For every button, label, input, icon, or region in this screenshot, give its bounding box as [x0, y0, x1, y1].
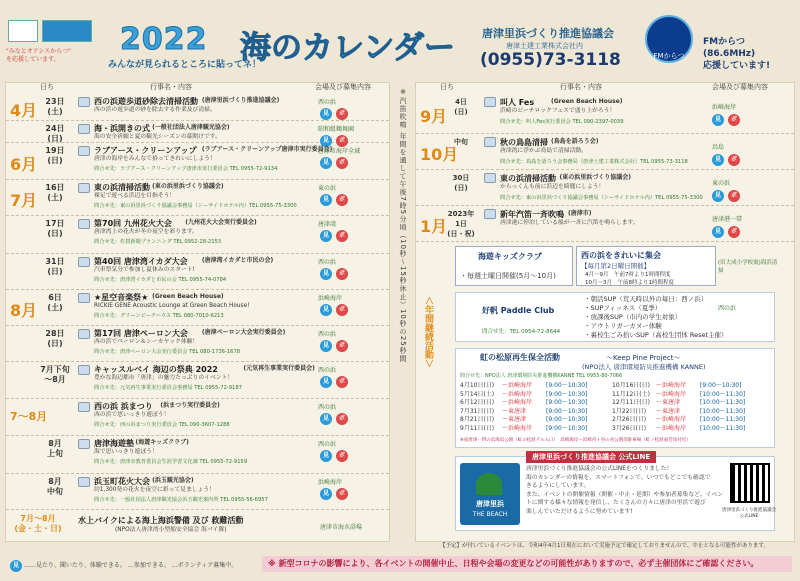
event-contact: 問合せ先：グリーンビーチハウス TEL 080-7010-6213 — [94, 313, 224, 319]
pine-schedule-cell: 〜東唐津 — [502, 416, 527, 423]
beach-logo-jp: 唐津里浜 — [476, 500, 504, 508]
beach-logo-label: THE BEACH — [472, 511, 508, 518]
fm-caption-1: FMからつ — [703, 37, 746, 47]
event-place: 西の浜 — [318, 259, 337, 266]
paddle-club-card — [455, 292, 775, 342]
line-description-line: 海のカレンダーの情報を、スマートフォンで、いつでもどこでも確認で — [526, 474, 711, 481]
volunteer-badge: ボ — [336, 340, 348, 352]
event-title: 新年汽笛一斉吹鳴 — [500, 210, 564, 219]
event-icon — [78, 124, 90, 134]
line-description — [526, 465, 723, 516]
pine-schedule-cell: 8月21日(日) — [460, 416, 495, 423]
paddle-activity: ・朝活SUP（荒天時以外の毎日：西ノ浜） — [584, 295, 708, 303]
pine-schedule-cell: 〜浜崎海岸 — [502, 390, 533, 398]
event-date: 19日 (日) — [45, 146, 65, 165]
event-icon — [484, 97, 496, 107]
line-qr-caption: 唐津里浜づくり推進協議会公式LINE — [722, 508, 776, 519]
kids-club-card — [455, 246, 573, 286]
fm-logo-label: FMからつ — [653, 52, 685, 60]
volunteer-badge: ボ — [336, 488, 348, 500]
pine-schedule-cell: [10:00〜11:30] — [700, 416, 746, 423]
year-heading: 2022 — [120, 22, 208, 57]
volunteer-badge: ボ — [728, 226, 740, 238]
pine-project-name: 虹の松原再生保全活動 — [480, 353, 560, 362]
event-date: 中旬 — [454, 138, 468, 146]
event-place: 東の浜 — [318, 185, 337, 192]
fm-caption-3: 応援しています! — [703, 61, 771, 71]
paddle-club-contact: 問合せ先：TEL 0954-72-8644 — [482, 329, 561, 335]
view-badge: 見 — [320, 340, 332, 352]
event-title: 浜玉町花火大会 — [94, 477, 150, 486]
pine-schedule-cell: 〜東唐津 — [656, 399, 681, 406]
view-badge: 見 — [712, 114, 724, 126]
event-date: 8月 中旬 — [47, 477, 63, 496]
beach-meeting-card — [576, 246, 716, 286]
volunteer-badge: ボ — [336, 230, 348, 242]
event-place: 西の浜 — [318, 441, 337, 448]
event-date: 23日 (土) — [45, 97, 65, 116]
bottom-left-place: 唐津市海水浴場 — [320, 524, 363, 531]
bottom-left-date: 7月〜8月 (金・土・日) — [14, 514, 62, 533]
event-title: 叫人 Fes — [500, 98, 535, 107]
event-body: 海で思いっきり遊ぼう！ — [94, 449, 158, 455]
beach-meeting-line-2: 10月〜3月 午前8時より1時間程度 — [585, 280, 674, 286]
event-org: (Green Beach House) — [152, 293, 224, 300]
event-title: キャッスルベイ 海辺の祭典 2022 — [94, 365, 218, 374]
fm-karatsu-logo — [645, 15, 693, 63]
event-contact: 問合せ先：東の浜里浜づくり協議会事務局（シーサイドホテル内）TEL 0955-75-3300 — [94, 203, 297, 209]
event-contact: 問合せ先：東の浜里浜づくり協議会事務局（シーサイドホテル内）TEL 0955-75-3300 — [500, 195, 703, 201]
event-title: ラブアース・クリーンアップ — [94, 146, 197, 155]
event-org: (鳥島を語ろう会) — [551, 138, 599, 145]
logo-kyushu — [8, 20, 38, 42]
event-place: 鳥島 — [712, 144, 725, 151]
year-round-label: ＜年間継続活動＞ — [423, 296, 433, 369]
event-place: 昭和組鶴舞園 — [318, 126, 355, 133]
volunteer-badge: ボ — [336, 413, 348, 425]
event-title: 西の浜遊歩道砂除去清掃活動 — [94, 97, 198, 106]
bottom-left-title: 水上バイクによる海上海浜警備 及び 救難活動 — [78, 516, 244, 525]
event-place: 西の浜 — [318, 404, 337, 411]
pine-schedule-cell: 12月11日(日) — [612, 399, 650, 406]
event-place: 西の浜 — [318, 99, 337, 106]
pine-schedule-cell: 〜浜崎海岸 — [656, 416, 687, 423]
pine-schedule-cell: [10:00〜11:30] — [700, 424, 746, 432]
pine-schedule-cell: 〜浜崎海岸 — [502, 399, 533, 406]
page-title: 海のカレンダー — [240, 30, 455, 66]
volunteer-badge: ボ — [336, 376, 348, 388]
event-date: 30日 (日) — [452, 174, 470, 192]
org-phone[interactable]: (0955)73-3118 — [480, 50, 621, 70]
event-date: 17日 (日) — [45, 219, 65, 238]
view-badge: 見 — [712, 226, 724, 238]
volunteer-badge: ボ — [336, 135, 348, 147]
logo-caption-line-2: を応援しています。 — [6, 56, 60, 63]
event-month: 7〜8月 — [10, 409, 48, 423]
event-org: (九州花火大会実行委員会) — [185, 219, 257, 226]
line-description-line: トに関する様々な情報を発信し、たくさんの方々に唐津の里浜で遊び — [526, 500, 706, 506]
event-org: (唐津市) — [568, 210, 592, 217]
beach-logo — [460, 463, 520, 525]
org-name: 唐津里浜づくり推進協議会 — [482, 27, 614, 40]
pine-schedule-cell: 5月14日(土) — [460, 390, 495, 398]
pine-schedule-cell: 2月26日(日) — [612, 416, 647, 423]
view-badge: 見 — [320, 157, 332, 169]
volunteer-badge: ボ — [336, 108, 348, 120]
event-title: ★星空音楽祭★ — [94, 293, 149, 302]
pine-schedule-cell: 〜浜崎海岸 — [502, 424, 533, 432]
pine-schedule-cell: 〜浜崎海岸 — [656, 382, 687, 389]
pine-schedule-cell: [9:00〜10:30] — [546, 382, 588, 389]
event-org: (唐津里浜づくり推進協議会) — [201, 97, 280, 104]
event-icon — [78, 402, 90, 412]
header — [0, 0, 800, 80]
event-title: 第17回 唐津ペーロン大会 — [94, 329, 188, 338]
event-body: RICKIE GENE Acoustic Lounge at Green Beach House! — [94, 303, 250, 309]
view-badge: 見 — [712, 154, 724, 166]
event-title: 東の浜清掃活動 — [500, 174, 556, 183]
pine-footnote: ※東唐津一帯の浜海浜公園（虹の松原テル入口） 浜崎海岸〜浜崎舟ヶ谷の食公園前駐車場（虹ノ松原東若角付近） — [460, 438, 691, 443]
legend-view-badge: 見 — [10, 560, 22, 572]
horn-note: ※汽笛吹鳴 年間を通して午後7時5分頃（10秒〜15秒休止）10秒の25秒間 — [399, 88, 407, 363]
event-title: 海・浜開きの式 — [94, 124, 150, 133]
event-body: 唐津湾に浮かぶ鳥島で清掃活動。 — [500, 148, 587, 154]
event-org: (ラブアース・クリーンアップ唐津市実行委員会) — [201, 146, 333, 153]
palm-tree-icon — [476, 473, 502, 495]
event-icon — [484, 137, 496, 147]
line-description-line: 唐津里浜づくり推進協議会の公式LINEをつくりました！ — [526, 466, 673, 472]
right-col-place: 会場及び募集内容 — [712, 83, 768, 91]
event-body: からっくんも前に浜辺を綺麗にしよう！ — [500, 184, 605, 190]
line-description-line: 楽しんでいただけるように努めています! — [526, 508, 633, 515]
event-org: (浜玉観光協会) — [152, 477, 194, 484]
volunteer-badge: ボ — [336, 450, 348, 462]
event-place: 西の浜 — [318, 367, 337, 374]
event-month: 4月 — [10, 100, 38, 120]
event-date: 28日 (日) — [45, 329, 65, 348]
logo-caption — [6, 48, 86, 64]
event-date: 4日 (日) — [454, 98, 468, 116]
view-badge: 見 — [320, 450, 332, 462]
volunteer-badge: ボ — [336, 268, 348, 280]
event-contact: 問合せ先：ラブアース・クリーンアップ唐津市実行委員会 TEL 0955-72-9134 — [94, 166, 278, 172]
volunteer-badge: ボ — [728, 190, 740, 202]
event-contact: 問合せ先：叫人Fes実行委員会 TEL 090-2397-0039 — [500, 119, 624, 125]
event-place: 唐津港一帯 — [712, 216, 743, 223]
event-place: 西の浜 — [318, 331, 337, 338]
event-title: 東の浜清掃活動 — [94, 183, 150, 192]
event-date: 2023年 1日 (日・祝) — [447, 210, 475, 238]
beach-meeting-name: 西の浜をきれいに集会 — [581, 251, 661, 260]
legend-text: ……見たり、聞いたり、体験できる。 …参加できる。 …ボランティア募集中。 — [23, 562, 238, 569]
pine-schedule-table — [460, 382, 770, 434]
pine-project-card — [455, 348, 775, 448]
event-contact: 問合せ先：元気再生事業実行委員会事務局 TEL 0955-72-9187 — [94, 385, 242, 391]
beach-meeting-place: (旧大成小学校裏)海浜清掃 — [718, 260, 778, 274]
view-badge: 見 — [712, 190, 724, 202]
kids-club-schedule: ・毎週土曜日開催(5月〜10月) — [460, 272, 556, 280]
logo-minato-oasis — [42, 20, 92, 42]
event-title: 西の浜 浜まつり — [94, 402, 153, 411]
event-title: 第70回 九州花火大会 — [94, 219, 172, 228]
event-date: 31日 (日) — [45, 257, 65, 276]
event-contact: 問合せ先：鳥島を語ろう会事務局（唐津土建工業株式会社）TEL 0955-73-3118 — [500, 159, 688, 165]
beach-meeting-sched-title: 【毎月第2日曜日開催】 — [581, 262, 651, 270]
event-org: (元気再生事業実行委員会) — [243, 365, 315, 372]
view-badge: 見 — [320, 413, 332, 425]
pine-schedule-cell: [9:00〜10:30] — [546, 424, 588, 432]
line-qr-code[interactable] — [730, 463, 770, 503]
event-place: 浜崎海岸 — [318, 479, 343, 486]
event-icon — [78, 293, 90, 303]
pine-schedule-cell: [9:00〜10:30] — [700, 382, 742, 389]
pine-schedule-cell: [10:00〜11:30] — [700, 399, 746, 406]
event-body: 唐津港に停泊している船が一斉に汽笛を鳴らします。 — [500, 220, 639, 226]
event-contact: 問合せ先：唐津市教育委員会生涯学習文化課 TEL 0955-72-9159 — [94, 459, 248, 465]
event-month: 6月 — [10, 154, 38, 174]
paddle-activity: ・裏校生ごみ拾いSUP（高校生団体 Reset主催） — [584, 331, 728, 339]
event-body: 海の安全祈願と夏の観光シーズンの幕開けです。 — [94, 134, 221, 140]
event-icon — [78, 439, 90, 449]
right-col-event: 行事名・内容 — [560, 83, 602, 91]
pine-schedule-cell: 1月22日(日) — [612, 407, 647, 415]
event-month: 8月 — [10, 301, 38, 320]
event-org: (Green Beach House) — [551, 98, 623, 105]
event-title: 秋の鳥島清掃 — [500, 138, 548, 147]
pine-schedule-cell: 9月11日(日) — [460, 424, 495, 432]
event-icon — [78, 329, 90, 339]
pine-project-sub: 〜Keep Pine Project〜 — [606, 354, 681, 362]
volunteer-badge: ボ — [336, 194, 348, 206]
event-contact: 問合せ先：唐津ペーロン大会実行委員会 TEL 080-1736-1678 — [94, 349, 241, 355]
event-org: (海遊キッズクラブ) — [135, 439, 189, 446]
pine-schedule-cell: [9:00〜10:30] — [546, 407, 588, 415]
org-sub: 唐津土建工業株式会社内 — [506, 42, 583, 50]
event-place: 浜崎海岸 — [318, 295, 343, 302]
pine-schedule-cell: [10:00〜11:30] — [700, 407, 746, 415]
event-date: 8月 上旬 — [47, 439, 63, 458]
event-icon — [78, 257, 90, 267]
event-date: 7月下旬 〜8月 — [40, 365, 70, 384]
pine-schedule-cell: 10月16日(日) — [612, 382, 650, 389]
event-body: 浜崎のビーチロックフェスで盛り上がろう！ — [500, 108, 616, 114]
event-body: 唐津の海岸をみんなで拾ってきれいにしよう！ — [94, 156, 216, 162]
pine-schedule-cell: 7月31日(日) — [460, 407, 495, 415]
volunteer-badge: ボ — [336, 304, 348, 316]
view-badge: 見 — [320, 488, 332, 500]
event-contact: 問合せ先：佐賀新聞プランニング TEL 0952-28-2153 — [94, 239, 222, 245]
view-badge: 見 — [320, 108, 332, 120]
view-badge: 見 — [320, 376, 332, 388]
event-org: (浜まつり実行委員会) — [160, 402, 220, 409]
event-body: 西の浜の遊歩道の砂を除去する作業及び清掃。 — [94, 107, 216, 113]
left-col-event: 行事名・内容 — [150, 83, 192, 91]
pine-schedule-cell: [9:00〜10:30] — [546, 416, 588, 423]
event-date: 24日 (日) — [45, 124, 65, 143]
pine-schedule-cell: 3月26日(日) — [612, 424, 647, 432]
left-col-place: 会場及び募集内容 — [315, 83, 371, 91]
event-icon — [484, 173, 496, 183]
tentative-note: 【予定】が付いているイベントは、令和4年4月1日現在において実施予定で確定しておりませんので、中止となる可能性があります。 — [440, 543, 769, 549]
pine-schedule-cell: 11月12日(土) — [612, 390, 650, 398]
event-place: 東の浜 — [712, 180, 731, 187]
pine-schedule-cell: [9:00〜10:30] — [546, 399, 588, 406]
logo-caption-line-1: "みなとオアシスからつ" — [6, 48, 71, 55]
event-icon — [78, 219, 90, 229]
volunteer-badge: ボ — [336, 157, 348, 169]
event-month: 9月 — [420, 107, 448, 126]
pine-project-contact: 問合せ先：NPO法人 唐津環境防災推進機構KANNE TEL 0955-80-7066 — [460, 373, 623, 379]
badge-legend — [10, 560, 237, 572]
event-body: 唐津湾上の花火が冬の夜空を彩ります。 — [94, 229, 198, 235]
view-badge: 見 — [320, 304, 332, 316]
fm-caption — [703, 36, 770, 72]
event-contact: 問合せ先：西の浜まつり実行委員会 TEL 090-3607-1288 — [94, 422, 230, 428]
fm-caption-2: (86.6MHz) — [703, 49, 756, 59]
event-contact: 問合せ先：唐津湾イカダと市民の会 TEL 0955-74-0784 — [94, 277, 227, 283]
bottom-left-org: (NPO法人唐津湾小型船安全協会 海バイ隊) — [115, 527, 227, 533]
event-body: 約1,300発の花火を夜空に彩って見ましょう！ — [94, 487, 215, 493]
event-body: 豊かな海辺都市「唐津」の魅力たっぷりのイベント！ — [94, 375, 234, 381]
event-month: 1月 — [420, 217, 448, 236]
event-org: (一般社団法人唐津観光協会) — [152, 124, 230, 131]
line-description-line: きるようにしています。 — [526, 483, 590, 489]
paddle-club-name: 好帆 Paddle Club — [482, 306, 555, 315]
volunteer-badge: ボ — [728, 114, 740, 126]
pine-schedule-cell: [10:00〜11:30] — [700, 390, 746, 398]
event-icon — [484, 209, 496, 219]
event-body: 西の浜でペーロン＆シーカヤック体験！ — [94, 339, 199, 345]
view-badge: 見 — [320, 194, 332, 206]
event-icon — [78, 146, 90, 156]
view-badge: 見 — [320, 230, 332, 242]
event-body: 西の浜で思いっきり遊ぼう！ — [94, 412, 170, 418]
event-org: (東の浜里浜づくり協議会) — [152, 183, 224, 190]
event-contact: 問合せ先：一般社団法人唐津観光協会浜玉観光案内所 TEL 0955-56-6957 — [94, 497, 268, 503]
page-subtitle: みんなが見られるところに貼ってネ！ — [108, 60, 262, 70]
right-col-date: 日ち — [440, 83, 454, 91]
left-col-date: 日ち — [40, 83, 54, 91]
event-date: 16日 (土) — [45, 183, 65, 202]
event-title: 第40回 唐津湾イカダ大会 — [94, 257, 188, 266]
event-place: 唐津市海岸全域 — [318, 148, 361, 155]
pine-schedule-cell: 6月12日(日) — [460, 399, 495, 406]
paddle-activity-list — [584, 295, 728, 340]
volunteer-badge: ボ — [728, 154, 740, 166]
pine-schedule-cell: 〜東唐津 — [656, 407, 681, 415]
pine-schedule-cell: 〜浜崎海岸 — [656, 390, 687, 398]
event-icon — [78, 97, 90, 107]
pine-schedule-cell: [9:00〜10:30] — [546, 390, 588, 398]
paddle-activity: ・アウトリガーカヌー体験 — [584, 322, 662, 330]
kids-club-name: 海遊キッズクラブ — [478, 252, 542, 261]
beach-meeting-line-1: 4月〜9月 午前7時より1時間程度 — [585, 272, 671, 278]
event-date: 6日 (土) — [47, 293, 63, 312]
line-title: 唐津里浜づくり推進協議会 公式LINE — [526, 451, 656, 463]
line-card — [455, 453, 776, 531]
event-place: 浜崎海岸 — [712, 104, 737, 111]
event-org: (唐津湾イカダと市民の会) — [201, 257, 274, 264]
line-description-line: また、イベントの開催情報（開催・中止・延期）や参加者募集など、イベン — [526, 491, 724, 498]
event-icon — [78, 477, 90, 487]
covid-notice: ※ 新型コロナの影響により、各イベントの開催中止、日程や会場の変更などの可能性がありますので、必ず主催団体にご確認ください。 — [262, 556, 792, 572]
pine-schedule-cell: 〜浜崎海岸 — [656, 424, 687, 432]
partner-logos — [8, 20, 92, 42]
event-place: 唐津湾 — [318, 221, 337, 228]
event-month: 10月 — [420, 145, 459, 164]
event-org: (唐津ペーロン大会実行委員会) — [201, 329, 286, 336]
event-icon — [78, 183, 90, 193]
event-org: (東の浜里浜づくり協議会) — [559, 174, 631, 181]
pine-schedule-cell: 4月10日(日) — [460, 382, 495, 389]
event-body: 裸足で遊べる浜辺を目指そう！ — [94, 193, 176, 199]
pine-project-org: (NPO法人 唐津環境防災推進機構 KANNE) — [582, 363, 706, 371]
pine-schedule-cell: 〜東唐津 — [502, 407, 527, 415]
paddle-activity: ・SUPフィッネス（夏季） — [584, 304, 662, 312]
paddle-place: 西の浜 — [718, 305, 737, 312]
view-badge: 見 — [320, 135, 332, 147]
paddle-activity: ・放課後SUP（市内の学生対象） — [584, 313, 682, 321]
event-icon — [78, 365, 90, 375]
view-badge: 見 — [320, 268, 332, 280]
event-body: 汽車祭気分で参加し夏休みのスタート! — [94, 267, 195, 273]
pine-schedule-cell: 〜浜崎海岸 — [502, 382, 533, 389]
event-month: 7月 — [10, 191, 38, 210]
event-title: 唐津海遊塾 — [94, 439, 134, 448]
